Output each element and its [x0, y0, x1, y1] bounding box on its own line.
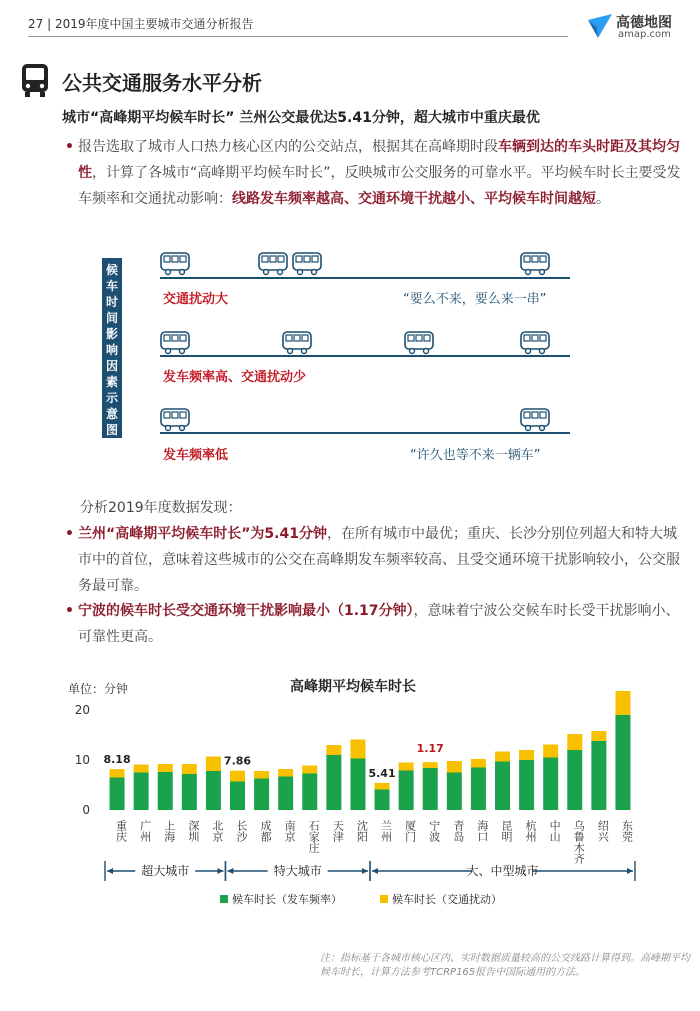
highlight-text: 兰州“高峰期平均候车时长”为5.41分钟: [78, 526, 327, 542]
bar-frequency: [326, 755, 341, 810]
highlight-text: 线路发车频率越高、交通环境干扰越小、平均候车时间越短: [232, 191, 596, 207]
y-tick-label: 0: [82, 803, 90, 817]
diagram-row-label: 发车频率高、交通扰动少: [163, 370, 307, 385]
amap-logo: [586, 10, 686, 42]
logo-english: amap.com: [618, 29, 671, 40]
legend-label: 候车时长（发车频率）: [232, 893, 342, 906]
bus-icon: [520, 252, 550, 276]
bar-disturbance: [158, 764, 173, 772]
bar-disturbance: [230, 771, 245, 782]
x-tick-label: 深圳: [186, 820, 200, 842]
x-tick-label: 厦门: [403, 820, 417, 842]
bar-frequency: [302, 774, 317, 811]
y-tick-label: 10: [74, 753, 90, 767]
amap-logo-icon: [586, 12, 614, 40]
bar-frequency: [254, 779, 269, 811]
x-tick-label: 乌鲁木齐: [572, 820, 586, 864]
x-tick-label: 长沙: [235, 820, 248, 842]
bar-disturbance: [350, 740, 365, 759]
group-arrow: [372, 868, 378, 874]
bar-frequency: [134, 773, 149, 811]
bus-icon: [160, 408, 190, 432]
bar-frequency: [591, 741, 606, 810]
x-tick-label: 成都: [259, 820, 273, 842]
bus-icon: [160, 331, 190, 355]
legend-swatch: [220, 895, 228, 903]
data-label: 1.17: [416, 742, 444, 756]
bar-disturbance: [278, 769, 293, 777]
highlight-text: 车辆到达的车头时距及其均匀性: [78, 139, 680, 181]
x-tick-label: 石家庄: [307, 820, 321, 853]
bar-chart: [60, 690, 700, 940]
bar-disturbance: [206, 757, 221, 772]
bar-frequency: [567, 750, 582, 810]
bar-disturbance: [254, 771, 269, 779]
data-label: 7.86: [223, 754, 252, 768]
bar-frequency: [350, 759, 365, 811]
bar-disturbance: [543, 745, 558, 758]
bus-icon: [520, 408, 550, 432]
bar-disturbance: [326, 745, 341, 755]
bullet-dot: •: [65, 526, 74, 542]
highlight-text: 宁波的候车时长受交通环境干扰影响最小（1.17分钟）: [78, 603, 414, 619]
diagram-side-label: 候 车 时 间 影 响 因 素 示 意 图: [102, 258, 122, 438]
bar-frequency: [182, 774, 197, 810]
bus-icon: [20, 64, 50, 98]
footnote: 注：指标基于各城市核心区内、实时数据质量较高的公交线路计算得到。高峰期平均候车时长，计算方法参考TCRP165报告中国际通用的方法。: [320, 953, 690, 978]
bar-disturbance: [519, 750, 534, 760]
bar-disturbance: [447, 761, 462, 773]
section-title: 公共交通服务水平分析: [62, 71, 262, 95]
bar-frequency: [399, 771, 414, 811]
x-tick-label: 中山: [548, 820, 562, 842]
bus-icon: [160, 252, 190, 276]
x-tick-label: 上海: [162, 820, 176, 842]
x-tick-label: 海口: [475, 820, 489, 842]
bar-disturbance: [134, 765, 149, 773]
bus-icon: [258, 252, 288, 276]
bar-frequency: [471, 768, 486, 811]
finding-bullet-1: • 兰州“高峰期平均候车时长”为5.41分钟，在所有城市中最优；重庆、长沙分别位列超大和特大城市中的首位，意味着这些城市的公交在高峰期发车频率较高、且受交通环境干扰影响较小，公交服务最可靠。: [78, 521, 686, 599]
report-title: 2019年度中国主要城市交通分析报告: [54, 17, 254, 31]
diagram-row-quote: “要么不来，要么来一串”: [403, 292, 547, 307]
bar-frequency: [519, 760, 534, 810]
bar-disturbance: [375, 783, 390, 790]
bullet-dot: •: [65, 139, 74, 155]
diagram-line-2: [160, 355, 570, 357]
bar-disturbance: [591, 731, 606, 741]
data-label: 8.18: [103, 753, 131, 767]
bar-disturbance: [567, 734, 582, 750]
section-subtitle: 城市“高峰期平均候车时长” 兰州公交最优达5.41分钟，超大城市中重庆最优: [62, 110, 540, 126]
y-tick-label: 20: [74, 703, 90, 717]
group-label: 超大城市: [141, 864, 190, 878]
chart-unit-label: 单位：分钟: [68, 682, 129, 696]
legend-label: 候车时长（交通扰动）: [392, 893, 502, 906]
x-tick-label: 杭州: [524, 820, 538, 842]
diagram-row-quote: “许久也等不来一辆车”: [410, 448, 541, 463]
x-tick-label: 广州: [138, 820, 152, 842]
page-header: 27 | 2019年度中国主要城市交通分析报告: [28, 17, 254, 31]
bar-disturbance: [495, 752, 510, 762]
bus-icon: [292, 252, 322, 276]
group-arrow: [362, 868, 368, 874]
x-tick-label: 东莞: [620, 820, 634, 842]
x-tick-label: 南京: [283, 820, 297, 842]
bar-frequency: [495, 762, 510, 811]
findings-lead: 分析2019年度数据发现：: [80, 500, 242, 516]
header-divider: [28, 36, 568, 37]
diagram-line-1: [160, 277, 570, 279]
bar-frequency: [375, 790, 390, 811]
bar-disturbance: [615, 691, 630, 715]
group-arrow: [217, 868, 223, 874]
intro-paragraph: • 报告选取了城市人口热力核心区内的公交站点，根据其在高峰期时段车辆到达的车头时距及其均匀性，计算了各城市“高峰期平均候车时长”，反映城市公交服务的可靠水平。平均候车时长主要受发车频率和交通扰动影响：线路发车频率越高、交通环境干扰越小、平均候车时间越短。: [78, 134, 686, 212]
diagram-line-3: [160, 432, 570, 434]
x-tick-label: 天津: [331, 820, 345, 842]
group-arrow: [107, 868, 113, 874]
data-label: 5.41: [368, 766, 396, 780]
bar-frequency: [615, 715, 630, 810]
bar-disturbance: [302, 766, 317, 774]
bar-frequency: [230, 782, 245, 811]
bar-frequency: [423, 768, 438, 810]
bar-frequency: [278, 777, 293, 811]
bar-frequency: [110, 778, 125, 811]
x-tick-label: 沈阳: [355, 820, 369, 842]
bar-frequency: [206, 771, 221, 810]
finding-bullet-2: • 宁波的候车时长受交通环境干扰影响最小（1.17分钟），意味着宁波公交候车时长受干扰影响小、可靠性更高。: [78, 598, 686, 650]
bar-disturbance: [423, 762, 438, 768]
legend-swatch: [380, 895, 388, 903]
bar-frequency: [543, 758, 558, 811]
group-label: 大、中型城市: [466, 864, 539, 878]
bus-icon: [520, 331, 550, 355]
diagram-row-label: 交通扰动大: [163, 292, 229, 307]
chart-title: 高峰期平均候车时长: [290, 679, 416, 695]
x-tick-label: 昆明: [500, 820, 513, 842]
x-tick-label: 绍兴: [596, 820, 610, 842]
x-tick-label: 北京: [210, 820, 224, 842]
bus-icon: [404, 331, 434, 355]
group-arrow: [627, 868, 633, 874]
page-number: 27: [28, 17, 44, 31]
bar-disturbance: [110, 769, 125, 777]
logo-chinese: 高德地图: [616, 15, 672, 31]
bar-frequency: [158, 772, 173, 810]
x-tick-label: 重庆: [114, 820, 128, 842]
group-label: 特大城市: [273, 864, 322, 878]
group-arrow: [227, 868, 233, 874]
diagram-row-label: 发车频率低: [163, 448, 229, 463]
x-tick-label: 宁波: [427, 820, 441, 842]
x-tick-label: 兰州: [379, 820, 393, 842]
bus-icon: [282, 331, 312, 355]
bar-frequency: [447, 773, 462, 811]
bar-disturbance: [182, 764, 197, 774]
bar-disturbance: [471, 759, 486, 768]
x-tick-label: 青岛: [451, 820, 465, 842]
bullet-dot: •: [65, 603, 74, 619]
bar-disturbance: [399, 763, 414, 771]
